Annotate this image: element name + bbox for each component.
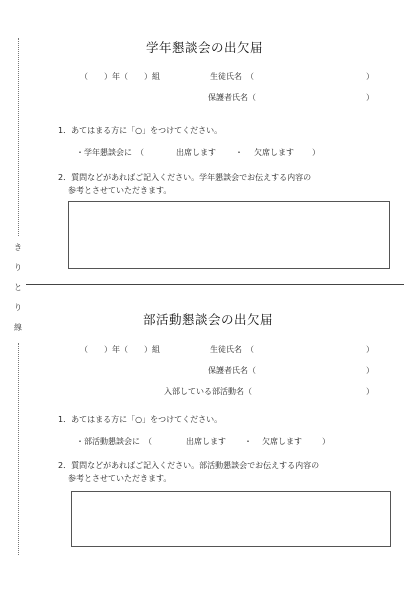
guardian-name-close: ） <box>366 93 374 102</box>
student-name-close: ） <box>366 345 374 354</box>
question-2-line-1: 2．質問などがあればご記入ください。部活動懇談会でお伝えする内容の <box>58 461 320 470</box>
club-name-label: 入部している部活動名（ <box>164 387 252 396</box>
grade-class-field[interactable]: （ ）年（ ）組 <box>80 345 160 354</box>
cut-label-char-4: り <box>14 303 22 312</box>
cut-label-char-1: き <box>14 243 22 252</box>
guardian-name-close: ） <box>366 366 374 375</box>
question-1: 1．あてはまる方に「○」をつけてください。 <box>58 415 223 424</box>
attendance-option-prefix: ・学年懇談会に （ <box>76 148 144 157</box>
question-2-line-2: 参考とさせていただきます。 <box>68 474 172 483</box>
student-name-label: 生徒氏名 （ <box>210 72 254 81</box>
club-name-close: ） <box>366 387 374 396</box>
attendance-option-prefix: ・部活動懇談会に （ <box>76 437 152 446</box>
attendance-option-close: ） <box>322 437 330 446</box>
form-title: 部活動懇談会の出欠届 <box>143 312 274 327</box>
comment-box[interactable] <box>71 491 391 547</box>
student-name-label: 生徒氏名 （ <box>210 345 254 354</box>
attendance-option-close: ） <box>312 148 320 157</box>
question-2-line-1: 2．質問などがあればご記入ください。学年懇談会でお伝えする内容の <box>58 173 312 182</box>
cut-guide-top <box>18 38 19 236</box>
cut-line <box>26 284 404 285</box>
cut-guide-bottom <box>18 343 19 555</box>
cut-label-char-3: と <box>14 283 22 292</box>
attend-option[interactable]: 出席します <box>186 437 226 446</box>
option-separator: ・ <box>235 148 243 157</box>
comment-box[interactable] <box>68 201 390 269</box>
student-name-close: ） <box>366 72 374 81</box>
cut-line-label <box>12 238 24 338</box>
guardian-name-label: 保護者氏名（ <box>208 93 256 102</box>
attend-option[interactable]: 出席します <box>176 148 216 157</box>
form-title: 学年懇談会の出欠届 <box>146 40 264 55</box>
cut-label-char-2: り <box>14 263 22 272</box>
absent-option[interactable]: 欠席します <box>254 148 294 157</box>
guardian-name-label: 保護者氏名（ <box>208 366 256 375</box>
absent-option[interactable]: 欠席します <box>262 437 302 446</box>
cut-label-char-5: 線 <box>14 323 22 332</box>
question-1: 1．あてはまる方に「○」をつけてください。 <box>58 126 223 135</box>
question-2-line-2: 参考とさせていただきます。 <box>68 186 172 195</box>
grade-class-field[interactable]: （ ）年（ ）組 <box>80 72 160 81</box>
option-separator: ・ <box>244 437 252 446</box>
